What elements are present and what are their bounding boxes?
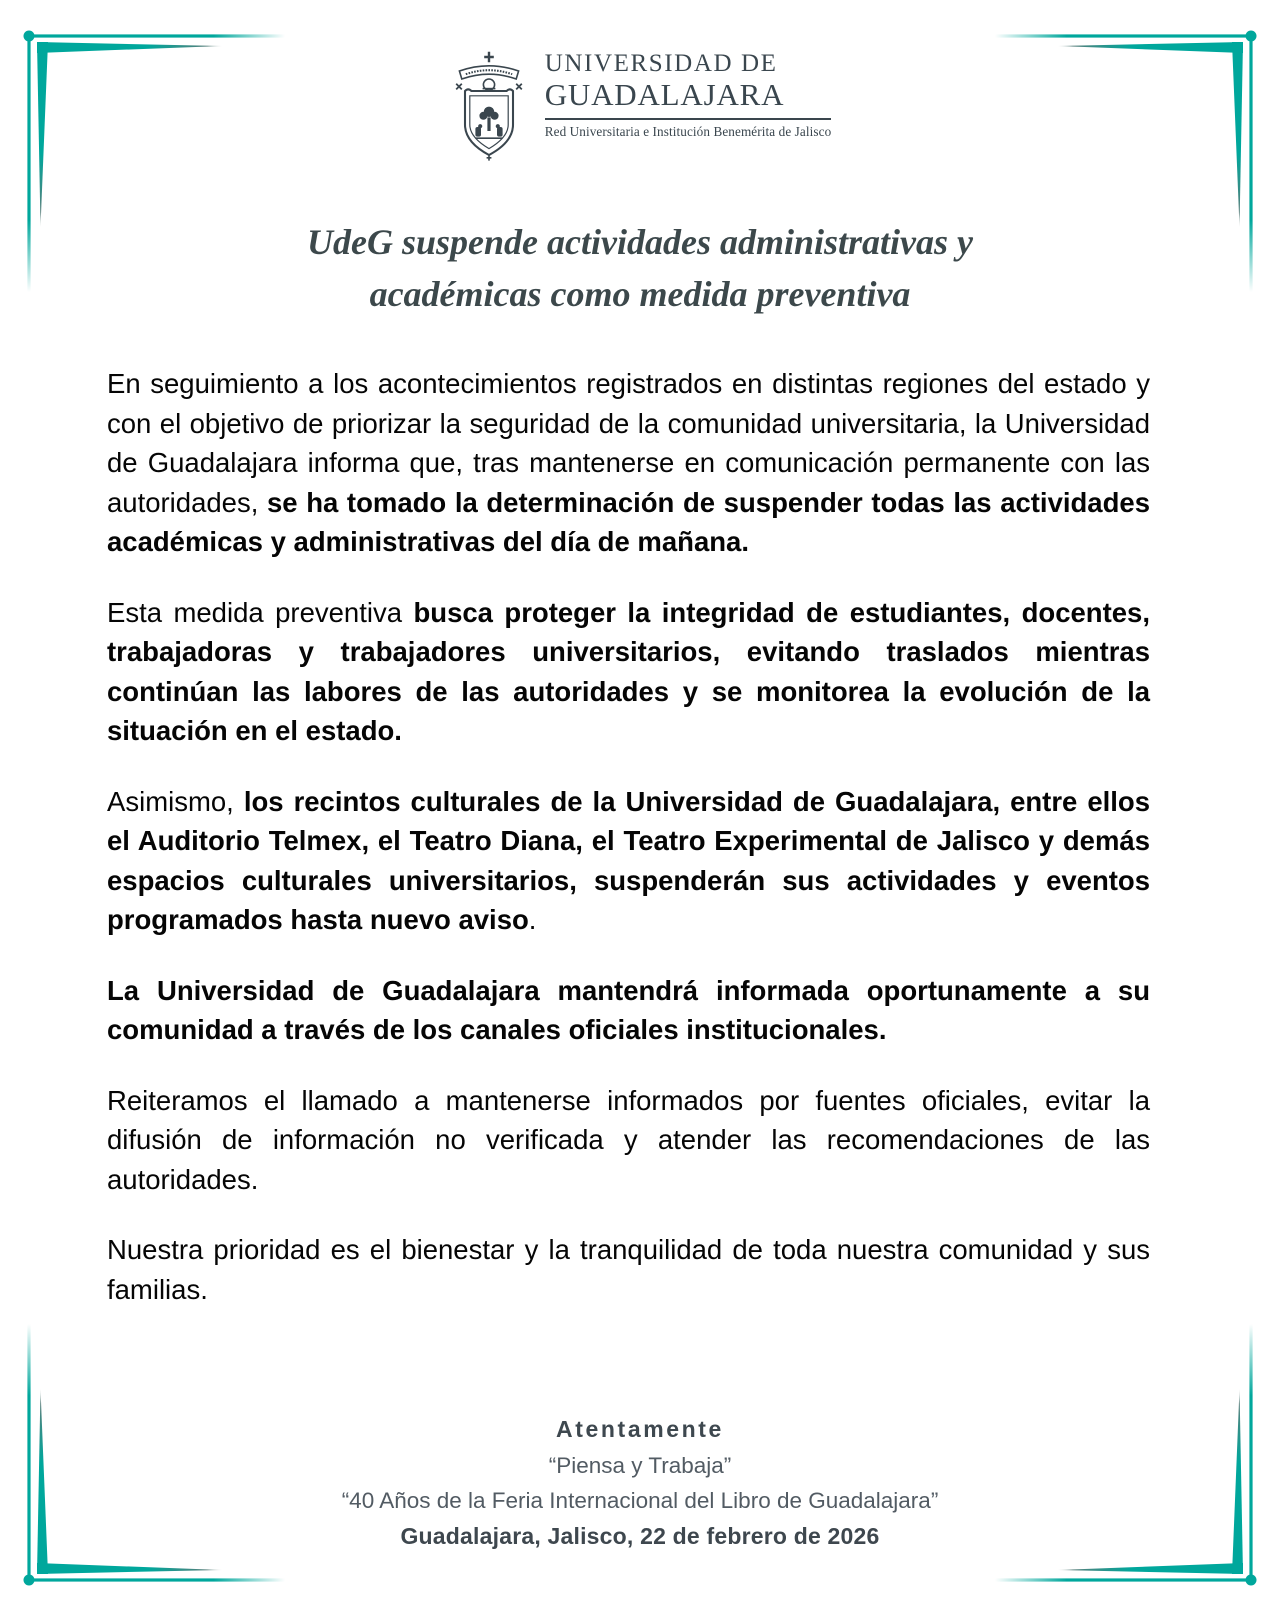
university-wordmark bbox=[545, 50, 832, 140]
text-run: . bbox=[528, 904, 537, 935]
text-run: Nuestra prioridad es el bienestar y la tranquilidad de toda nuestra comunidad y sus familias. bbox=[107, 1234, 1150, 1305]
text-run: La Universidad de Guadalajara mantendrá informada oportunamente a su comunidad a través de los canales oficiales institucionales. bbox=[107, 974, 1150, 1045]
paragraph bbox=[107, 971, 1150, 1050]
text-run: Reiteramos el llamado a mantenerse informados por fuentes oficiales, evitar la difusión de información no verificada y atender las recomendaciones de las autoridades. bbox=[107, 1084, 1150, 1195]
paragraph bbox=[107, 364, 1150, 562]
institution-motto: “Piensa y Trabaja” bbox=[548, 1453, 732, 1478]
body-paragraphs bbox=[107, 364, 1150, 1340]
signature-block bbox=[0, 1416, 1280, 1550]
wordmark-line-2: GUADALAJARA bbox=[544, 76, 785, 112]
paragraph bbox=[107, 593, 1150, 751]
salutation: Atentamente bbox=[556, 1416, 724, 1442]
text-run: Asimismo, bbox=[107, 785, 244, 817]
page-title bbox=[0, 216, 1280, 320]
title-line-2: académicas como medida preventiva bbox=[369, 274, 911, 314]
institution-header bbox=[0, 50, 1280, 164]
text-run: los recintos culturales de la Universidad de Guadalajara, entre ellos el Auditorio Telmex, el Teatro Diana, el Teatro Experimental de Jalisco y demás espacios culturales universitarios, suspenderán sus actividades y eventos programados hasta nuevo aviso bbox=[107, 785, 1151, 935]
text-run: busca proteger la integridad de estudiantes, docentes, trabajadoras y trabajadores universitarios, evitando traslados mientras continúan las labores de las autoridades y se monitorea la evolución de la situación en el estado. bbox=[107, 596, 1150, 746]
text-run: se ha tomado la determinación de suspender todas las actividades académicas y administrativas del día de mañana. bbox=[107, 486, 1150, 557]
paragraph bbox=[107, 1081, 1150, 1200]
dateline: Guadalajara, Jalisco, 22 de febrero de 2026 bbox=[400, 1523, 880, 1549]
university-crest-icon bbox=[449, 50, 529, 164]
text-run: En seguimiento a los acontecimientos registrados en distintas regiones del estado y con el objetivo de priorizar la seguridad de la comunidad universitaria, la Universidad de Guadalajara informa que, tras mantenerse en comunicación permanente con las autoridades, bbox=[107, 368, 1150, 518]
anniversary-line: “40 Años de la Feria Internacional del Libro de Guadalajara” bbox=[341, 1488, 939, 1513]
title-line-1: UdeG suspende actividades administrativas y bbox=[307, 222, 973, 262]
university-tagline: Red Universitaria e Institución Benemérita de Jalisco bbox=[545, 118, 832, 140]
text-run: Esta medida preventiva bbox=[107, 596, 414, 628]
paragraph bbox=[107, 1230, 1150, 1309]
paragraph bbox=[107, 782, 1150, 940]
wordmark-line-1: UNIVERSIDAD DE bbox=[544, 50, 778, 77]
